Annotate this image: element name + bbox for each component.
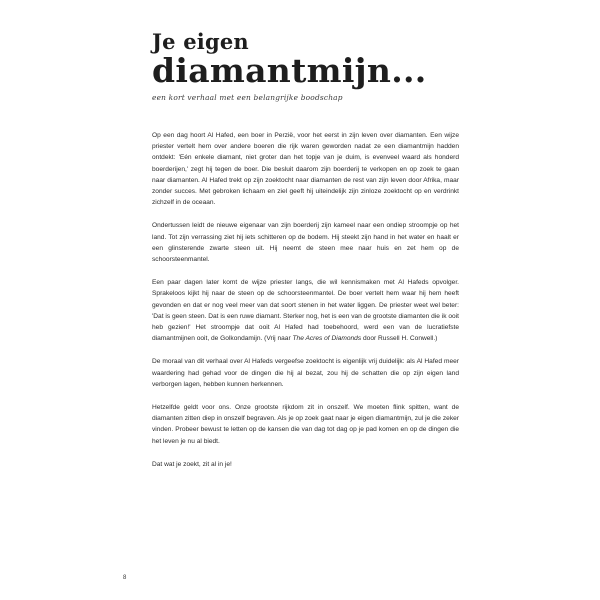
subtitle: een kort verhaal met een belangrijke boodschap	[152, 93, 343, 102]
paragraph-1: Op een dag hoort Al Hafed, een boer in Perzië, voor het eerst in zijn leven over diamanten. Een wijze priester vertelt hem over andere boeren die rijk waren geworden nadat ze een diamantmijn hadden ontdekt: 'Eén enkele diamant, niet groter dan het topje van je duim, is evenveel waard als honderd boerderijen,' zegt hij tegen de boer. Die besluit daarom zijn boerderij te verkopen en op zoek te gaan naar diamanten. Al Hafed trekt op zijn zoektocht naar diamanten de rest van zijn leven door Afrika, maar zonder succes. Met gebroken lichaam en ziel geeft hij uiteindelijk zijn zinloze zoektocht op en verdrinkt zichzelf in de oceaan.	[152, 132, 459, 207]
paragraph-3	[152, 277, 459, 344]
body-text	[152, 130, 459, 482]
paragraph-3-text-end: door Russell H. Conwell.)	[361, 335, 438, 343]
paragraph-6: Dat wat je zoekt, zit al in je!	[152, 460, 232, 468]
book-title-reference: The Acres of Diamonds	[292, 335, 362, 343]
page-number: 8	[123, 575, 127, 581]
title-line-1: Je eigen	[152, 29, 249, 54]
title-block	[152, 30, 452, 103]
paragraph-3-text-start: Een paar dagen later komt de wijze priester langs, die wil kennismaken met Al Hafeds opvolger. Sprakeloos kijkt hij naar de steen op de schoorsteenmantel. De boer vertelt hem waar hij hem heeft gevonden en dat er nog veel meer van dat soort stenen in het water liggen. De priester weet wel beter: 'Dat is geen steen. Dat is een ruwe diamant. Sterker nog, het is een van de grootste diamanten die ik ooit heb gezien!' Het stroompje dat ooit Al Hafed had toebehoord, werd een van de lucratiefste diamantmijnen ooit, de Golkondamijn. (Vrij naar	[152, 279, 459, 343]
paragraph-2: Ondertussen leidt de nieuwe eigenaar van zijn boerderij zijn kameel naar een ondiep stroompje op het land. Tot zijn verrassing ziet hij iets schitteren op de bodem. Hij steekt zijn hand in het water en haalt er een glinsterende zwarte steen uit. Hij neemt de steen mee naar huis en zet hem op de schoorsteenmantel.	[152, 222, 459, 264]
paragraph-5: Hetzelfde geldt voor ons. Onze grootste rijkdom zit in onszelf. We moeten flink spitten, want de diamanten zitten diep in onszelf begraven. Als je op zoek gaat naar je eigen diamantmijn, zul je die zeker vinden. Probeer bewust te letten op de kansen die van dag tot dag op je pad komen en op de dingen die het leven je nu al biedt.	[152, 404, 459, 445]
title-line-2: diamantmijn...	[152, 51, 427, 90]
paragraph-4: De moraal van dit verhaal over Al Hafeds vergeefse zoektocht is eigenlijk vrij duidelijk: als Al Hafed meer waardering had gehad voor de dingen die hij al bezat, zou hij de schatten die op zijn eigen land verborgen lagen, hebben kunnen herkennen.	[152, 358, 459, 388]
